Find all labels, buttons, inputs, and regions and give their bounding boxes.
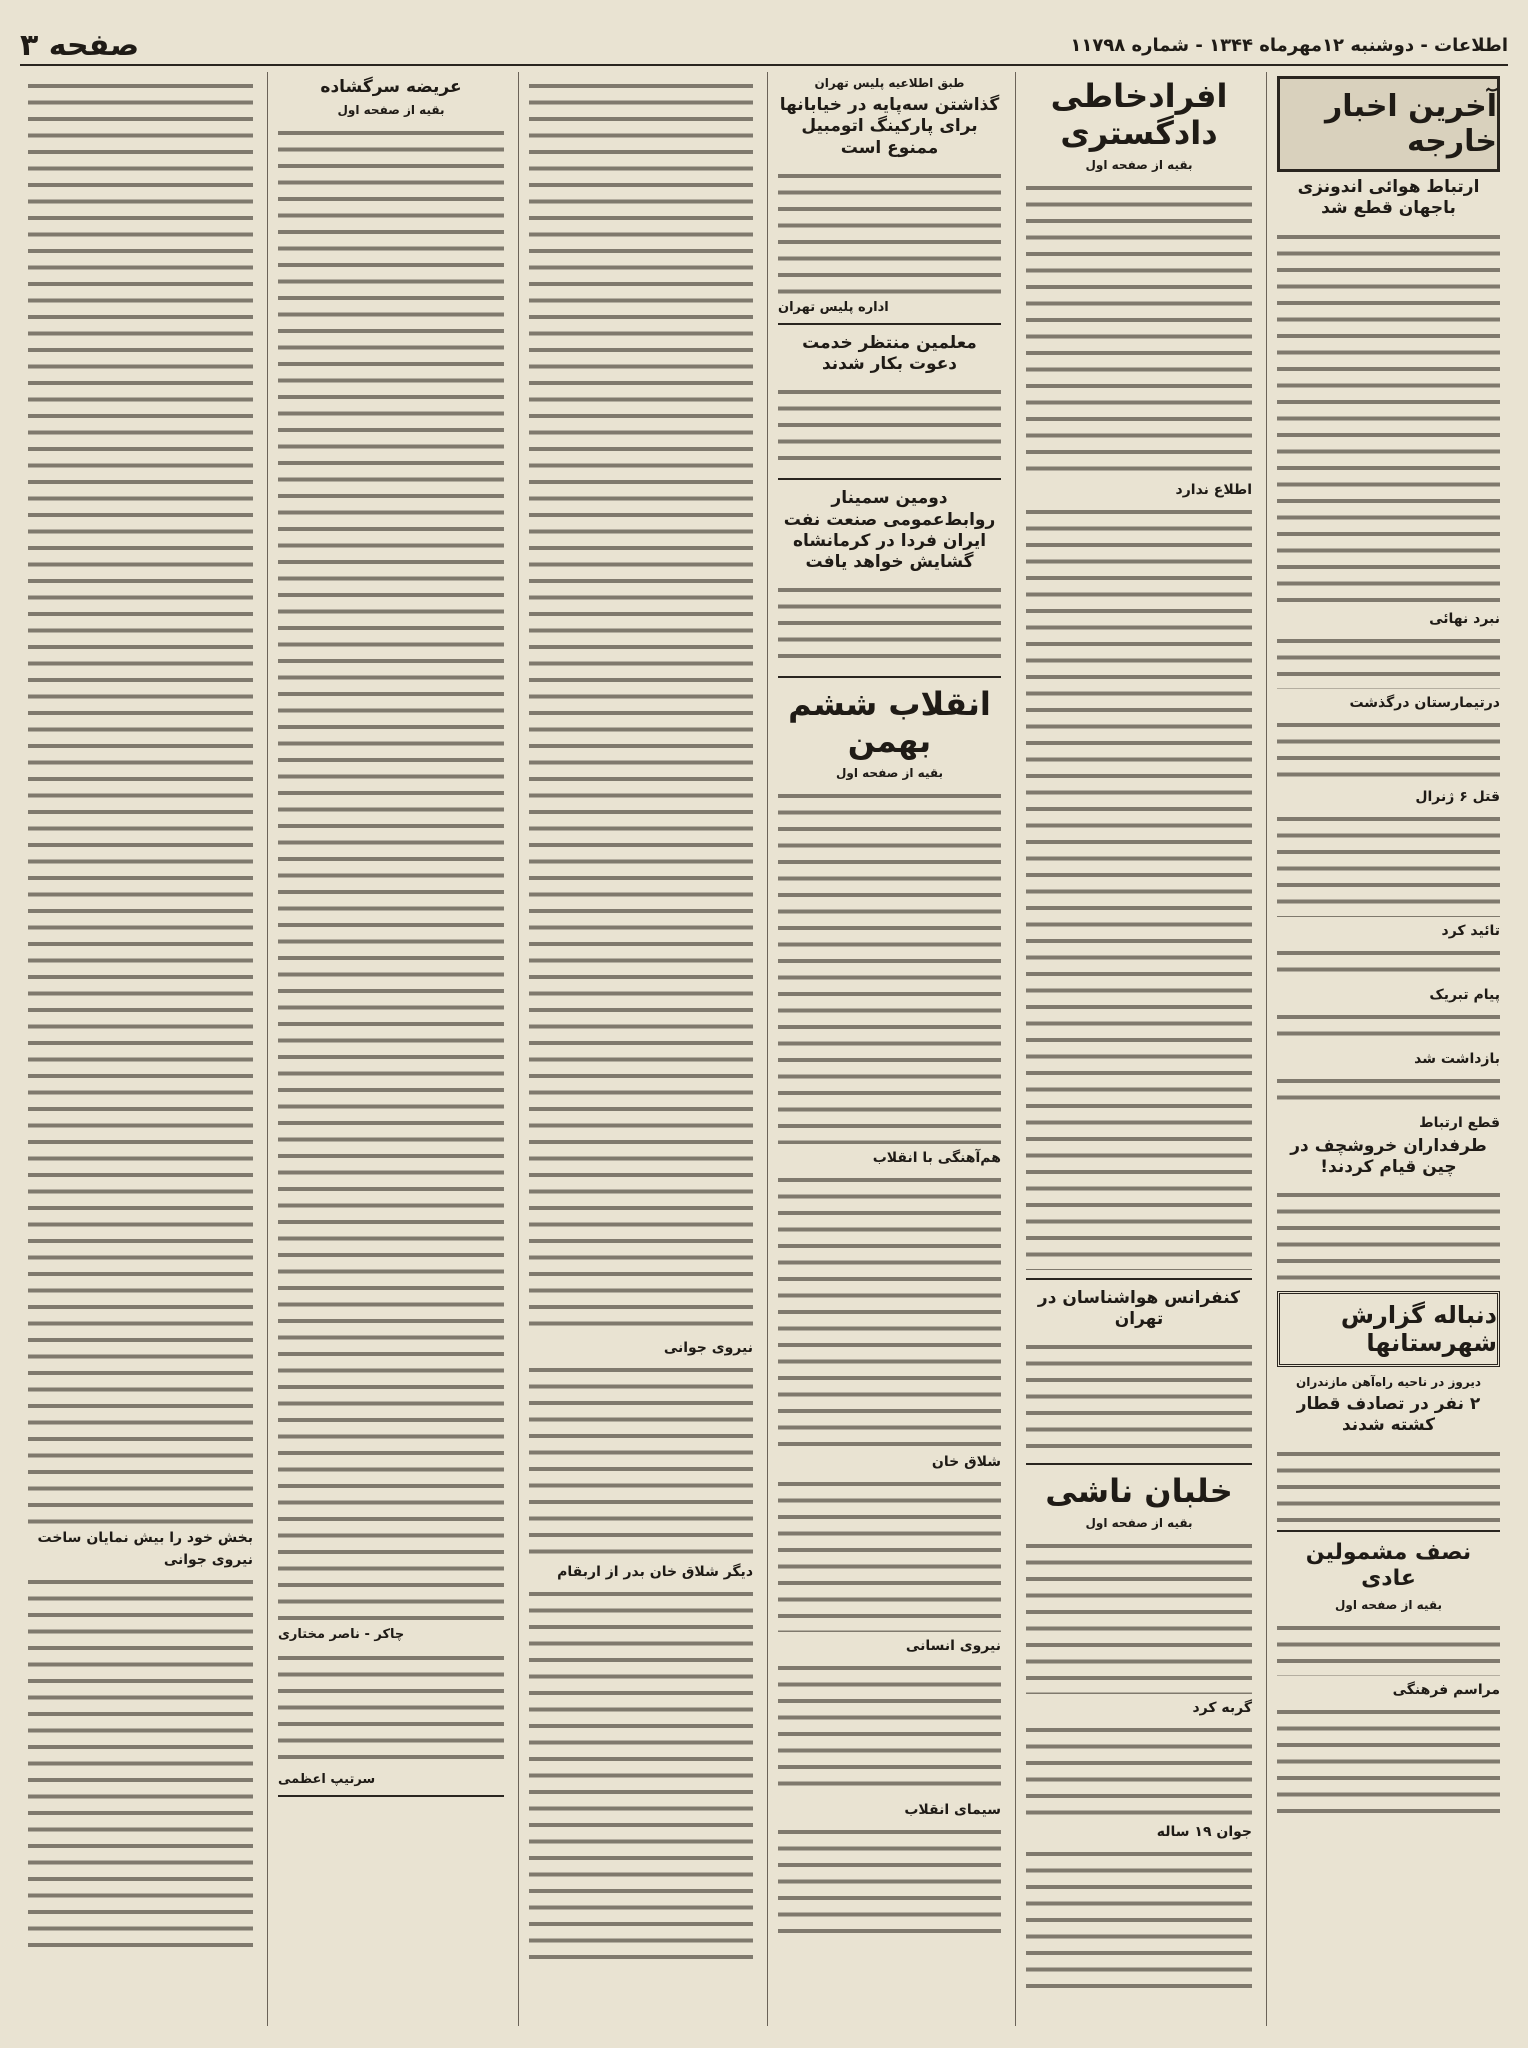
- subhead: قتل ۶ ژنرال: [1415, 788, 1500, 805]
- headline-pilot: خلبان ناشی: [1045, 1472, 1233, 1511]
- headline-open-letter: عریضه سرگشاده: [320, 77, 462, 97]
- divider: [778, 676, 1001, 678]
- article-text: [1026, 1842, 1252, 1992]
- subhead: نیروی جوانی: [163, 1552, 253, 1568]
- story-kicker: طبق اطلاعیه پلیس تهران: [814, 76, 965, 90]
- article-text: [278, 1646, 504, 1766]
- article-text: [1277, 629, 1500, 689]
- article-text: [778, 1820, 1001, 1940]
- column-6: [18, 72, 263, 2026]
- article-text: [1277, 1700, 1500, 1820]
- headline-meteorology: کنفرانس هواشناسان در تهران: [1037, 1287, 1241, 1329]
- subhead: قطع ارتباط: [1419, 1114, 1500, 1131]
- headline-teachers: معلمین منتظر خدمت دعوت بکار شدند: [802, 332, 977, 374]
- headline-justice: افرادخاطی دادگستری: [1050, 77, 1228, 152]
- article-text: [778, 380, 1001, 470]
- article-text: [28, 74, 253, 1524]
- article-text: [28, 1570, 253, 1950]
- headline-indonesia: ارتباط هوائی اندونزی باجهان قطع شد: [1297, 177, 1480, 219]
- signature: اداره پلیس تهران: [778, 299, 889, 315]
- headline-revolution: انقلاب ششم بهمن: [788, 685, 991, 761]
- article-text: [1026, 1335, 1252, 1455]
- subhead: نبرد نهائی: [1429, 610, 1500, 627]
- subhead: بخش خود را بیش نمایان ساخت: [37, 1530, 253, 1546]
- subhead: هم‌آهنگی با انقلاب: [872, 1149, 1001, 1166]
- subhead: درتیمارستان درگذشت: [1349, 694, 1500, 711]
- article-text: [1277, 1069, 1500, 1109]
- column-3: [767, 72, 1011, 2026]
- provinces-report-banner-text: دنباله گزارش شهرستانها: [1340, 1301, 1497, 1357]
- divider: [1277, 1530, 1500, 1532]
- foreign-news-banner: [1277, 76, 1500, 172]
- continued-from-page-one: بقیه از صفحه اول: [1085, 157, 1193, 172]
- signature: سرتیپ اعظمی: [278, 1772, 376, 1788]
- article-text: [1277, 807, 1500, 917]
- divider: [278, 1795, 504, 1797]
- article-text: [1026, 176, 1252, 476]
- foreign-news-banner-text: آخرین اخبار خارجه: [1325, 89, 1497, 159]
- masthead: [20, 26, 1508, 66]
- continued-from-page-one: بقیه از صفحه اول: [337, 103, 445, 118]
- divider: [1026, 1463, 1252, 1465]
- article-text: [1277, 1442, 1500, 1522]
- subhead: پیام تبریک: [1429, 986, 1500, 1003]
- column-5: [267, 72, 514, 2026]
- subhead: دیگر شلاق خان بدر از اربقام: [557, 1564, 753, 1580]
- provinces-report-banner: [1277, 1291, 1500, 1367]
- article-text: [778, 164, 1001, 294]
- subhead: گربه کرد: [1192, 1699, 1252, 1716]
- continued-from-page-one: بقیه از صفحه اول: [1334, 1598, 1442, 1613]
- headline-seminar: دومین سمینار روابط‌عمومی صنعت نفت ایران فردا در کرمانشاه گشایش خواهد یافت: [783, 488, 996, 572]
- article-text: [778, 578, 1001, 668]
- divider: [778, 478, 1001, 480]
- subhead: نیروی انسانی: [905, 1637, 1001, 1654]
- subhead: اطلاع ندارد: [1175, 481, 1252, 498]
- column-2: [1015, 72, 1262, 2026]
- column-4: [518, 72, 763, 2026]
- article-text: [778, 1168, 1001, 1448]
- signature: چاکر - ناصر مختاری: [278, 1627, 405, 1643]
- article-text: [1277, 1005, 1500, 1045]
- headline-train: ۲ نفر در تصادف قطار کشته شدند: [1296, 1394, 1481, 1436]
- subhead: جوان ۱۹ ساله: [1156, 1823, 1252, 1840]
- subhead: مراسم فرهنگی: [1392, 1682, 1500, 1699]
- subhead: شلاق خان: [931, 1453, 1001, 1470]
- continued-from-page-one: بقیه از صفحه اول: [835, 765, 943, 780]
- headline-conscripts: نصف مشمولین عادی: [1305, 1539, 1472, 1591]
- divider: [778, 323, 1001, 325]
- subhead: نیروی جوانی: [663, 1340, 753, 1356]
- article-text: [1277, 225, 1500, 605]
- divider: [1026, 1278, 1252, 1280]
- article-text: [529, 1358, 753, 1558]
- article-text: [778, 1656, 1001, 1796]
- article-text: [778, 784, 1001, 1144]
- headline-china: طرفداران خروشچف در چین قیام کردند!: [1290, 1135, 1487, 1177]
- article-text: [278, 121, 504, 1621]
- headline-parking: گذاشتن سه‌پایه در خیابانها برای پارکینگ اتومبیل ممنوع است: [779, 95, 1000, 158]
- article-text: [1277, 941, 1500, 981]
- article-text: [1026, 500, 1252, 1270]
- article-text: [1277, 713, 1500, 783]
- article-text: [1026, 1718, 1252, 1818]
- article-text: [778, 1472, 1001, 1632]
- article-text: [529, 1582, 753, 1962]
- story-kicker: دیروز در ناحیه راه‌آهن مازندران: [1296, 1375, 1481, 1389]
- article-text: [1026, 1534, 1252, 1694]
- masthead-date-issue: اطلاعات - دوشنبه ۱۲مهرماه ۱۳۴۴ - شماره ۱۱۷۹۸: [1070, 34, 1508, 56]
- article-text: [1277, 1616, 1500, 1676]
- article-text: [1277, 1183, 1500, 1283]
- subhead: سیمای انقلاب: [904, 1801, 1001, 1818]
- page-number: صفحه ۳: [20, 27, 140, 63]
- continued-from-page-one: بقیه از صفحه اول: [1085, 1515, 1193, 1530]
- article-text: [529, 74, 753, 1334]
- subhead: تائید کرد: [1441, 922, 1500, 939]
- subhead: بازداشت شد: [1414, 1050, 1500, 1067]
- column-1: [1266, 72, 1510, 2026]
